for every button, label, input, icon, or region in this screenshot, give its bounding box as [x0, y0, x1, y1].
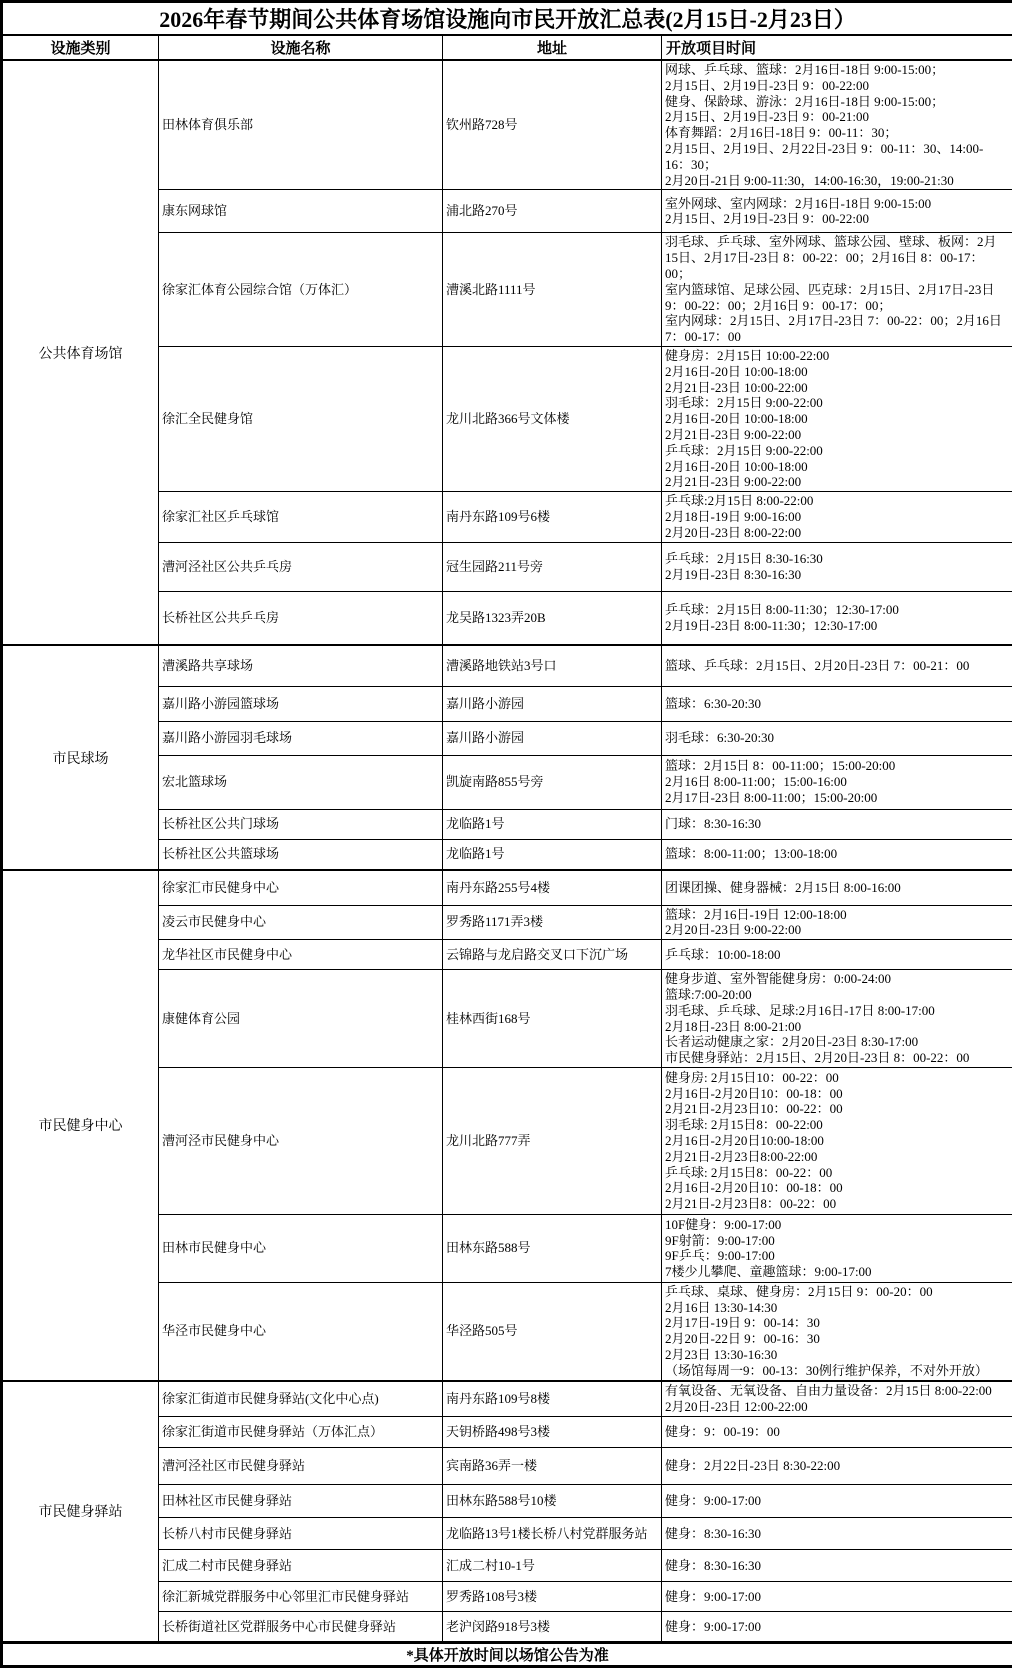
open-times-cell: [662, 1381, 1012, 1417]
open-times-cell: [662, 721, 1012, 755]
table-row: [2, 60, 1012, 190]
open-time-line: 2月20日-23日 9:00-22:00: [665, 922, 1009, 938]
open-time-line: 健身步道、室外智能健身房：0:00-24:00: [665, 971, 1009, 987]
open-time-line: 团课团操、健身器械：2月15日 8:00-16:00: [665, 880, 1009, 896]
open-time-line: 羽毛球：6:30-20:30: [665, 730, 1009, 746]
facility-name-cell: 漕溪路共享球场: [159, 645, 443, 686]
address-cell: 嘉川路小游园: [443, 721, 662, 755]
open-time-line: 2月19日-23日 8:00-11:30；12:30-17:00: [665, 618, 1009, 634]
address-cell: 龙吴路1323弄20B: [443, 591, 662, 645]
open-times-cell: [662, 492, 1012, 542]
facility-name-cell: 漕河泾社区市民健身驿站: [159, 1448, 443, 1485]
facility-name-cell: 长桥社区公共乒乓房: [159, 591, 443, 645]
table-row: [2, 1381, 1012, 1417]
open-time-line: 2月16日 8:00-11:00；15:00-16:00: [665, 774, 1009, 790]
open-time-line: 9F射箭：9:00-17:00: [665, 1233, 1009, 1249]
open-time-line: 2月15日、2月19日、2月22日-23日 9：00-11：30、14:00-16：30；: [665, 141, 1009, 173]
address-cell: 桂林西街168号: [443, 970, 662, 1068]
open-time-line: 2月20日-23日 12:00-22:00: [665, 1399, 1009, 1415]
open-time-line: 2月21日-2月23日8:00-22:00: [665, 1149, 1009, 1165]
facility-name-cell: 长桥社区公共篮球场: [159, 839, 443, 870]
category-cell: 市民球场: [2, 645, 159, 870]
facility-name-cell: 龙华社区市民健身中心: [159, 940, 443, 970]
open-time-line: 2月16日-20日 10:00-18:00: [665, 411, 1009, 427]
facility-name-cell: 凌云市民健身中心: [159, 905, 443, 940]
open-time-line: 乒乓球:2月15日 8:00-22:00: [665, 493, 1009, 509]
address-cell: 南丹东路255号4楼: [443, 870, 662, 905]
facility-name-cell: 汇成二村市民健身驿站: [159, 1550, 443, 1582]
open-times-cell: [662, 233, 1012, 347]
table-row: [2, 870, 1012, 905]
table-row: [2, 645, 1012, 686]
open-time-line: 2月16日-2月20日10：00-18：00: [665, 1086, 1009, 1102]
open-time-line: 健身、保龄球、游泳：2月16日-18日 9:00-15:00；: [665, 94, 1009, 110]
open-times-cell: [662, 809, 1012, 839]
open-times-cell: [662, 1550, 1012, 1582]
facility-name-cell: 徐家汇社区乒乓球馆: [159, 492, 443, 542]
facility-name-cell: 长桥街道社区党群服务中心市民健身驿站: [159, 1612, 443, 1643]
address-cell: 天钥桥路498号3楼: [443, 1417, 662, 1448]
open-time-line: 室外网球、室内网球：2月16日-18日 9:00-15:00: [665, 196, 1009, 212]
open-time-line: 网球、乒乓球、篮球：2月16日-18日 9:00-15:00；: [665, 62, 1009, 78]
address-cell: 浦北路270号: [443, 190, 662, 233]
open-time-line: 篮球：8:00-11:00；13:00-18:00: [665, 846, 1009, 862]
open-time-line: 羽毛球: 2月15日8：00-22:00: [665, 1117, 1009, 1133]
facility-name-cell: 康健体育公园: [159, 970, 443, 1068]
facility-name-cell: 华泾市民健身中心: [159, 1282, 443, 1380]
column-header-row: [2, 35, 1012, 60]
open-times-cell: [662, 542, 1012, 591]
open-time-line: 长者运动健康之家：2月20日-23日 8:30-17:00: [665, 1034, 1009, 1050]
address-cell: 嘉川路小游园: [443, 686, 662, 721]
open-time-line: 2月16日-20日 10:00-18:00: [665, 364, 1009, 380]
open-times-cell: [662, 60, 1012, 190]
open-times-cell: [662, 970, 1012, 1068]
open-times-cell: [662, 1282, 1012, 1380]
address-cell: 汇成二村10-1号: [443, 1550, 662, 1582]
open-time-line: 健身：8:30-16:30: [665, 1558, 1009, 1574]
open-time-line: 2月19日-23日 8:30-16:30: [665, 567, 1009, 583]
open-time-line: 乒乓球：2月15日 9:00-22:00: [665, 443, 1009, 459]
open-time-line: 篮球：2月16日-19日 12:00-18:00: [665, 907, 1009, 923]
open-time-line: 健身：9：00-19：00: [665, 1424, 1009, 1440]
open-time-line: 2月17日-23日 8:00-11:00；15:00-20:00: [665, 790, 1009, 806]
facility-name-cell: 长桥社区公共门球场: [159, 809, 443, 839]
open-time-line: 2月21日-23日 9:00-22:00: [665, 474, 1009, 490]
open-time-line: 篮球：2月15日 8：00-11:00；15:00-20:00: [665, 758, 1009, 774]
open-time-line: 篮球:7:00-20:00: [665, 987, 1009, 1003]
open-time-line: 2月15日、2月19日-23日 9：00-22:00: [665, 211, 1009, 227]
facility-name-cell: 漕河泾市民健身中心: [159, 1067, 443, 1214]
open-time-line: 2月21日-2月23日8：00-22：00: [665, 1196, 1009, 1212]
facility-name-cell: 徐汇新城党群服务中心邻里汇市民健身驿站: [159, 1582, 443, 1612]
open-time-line: 2月21日-23日 10:00-22:00: [665, 380, 1009, 396]
facility-name-cell: 徐汇全民健身馆: [159, 346, 443, 491]
open-time-line: 健身房: 2月15日10：00-22：00: [665, 1070, 1009, 1086]
open-times-cell: [662, 1448, 1012, 1485]
open-time-line: 2月20日-22日 9：00-16：30: [665, 1331, 1009, 1347]
open-times-cell: [662, 905, 1012, 940]
address-cell: 宾南路36弄一楼: [443, 1448, 662, 1485]
open-time-line: 2月18日-23日 8:00-21:00: [665, 1019, 1009, 1035]
open-times-cell: [662, 1612, 1012, 1643]
address-cell: 华泾路505号: [443, 1282, 662, 1380]
open-time-line: 羽毛球：2月15日 9:00-22:00: [665, 395, 1009, 411]
open-time-line: 乒乓球: 2月15日8：00-22：00: [665, 1165, 1009, 1181]
address-cell: 龙川北路366号文体楼: [443, 346, 662, 491]
address-cell: 田林东路588号10楼: [443, 1485, 662, 1518]
address-cell: 龙临路13号1楼长桥八村党群服务站: [443, 1518, 662, 1550]
col-header-open-times: 开放项目时间: [662, 35, 1012, 60]
open-times-cell: [662, 1067, 1012, 1214]
open-times-cell: [662, 591, 1012, 645]
footer-row: [2, 1643, 1012, 1667]
open-time-line: 2月17日-19日 9：00-14：30: [665, 1315, 1009, 1331]
open-time-line: 有氧设备、无氧设备、自由力量设备：2月15日 8:00-22:00: [665, 1383, 1009, 1399]
open-time-line: 健身房：2月15日 10:00-22:00: [665, 348, 1009, 364]
address-cell: 龙临路1号: [443, 809, 662, 839]
open-time-line: 2月21日-23日 9:00-22:00: [665, 427, 1009, 443]
open-times-cell: [662, 1582, 1012, 1612]
open-time-line: 2月16日-20日 10:00-18:00: [665, 459, 1009, 475]
address-cell: 罗秀路1171弄3楼: [443, 905, 662, 940]
open-time-line: 乒乓球：2月15日 8:30-16:30: [665, 551, 1009, 567]
col-header-facility-name: 设施名称: [159, 35, 443, 60]
address-cell: 漕溪路地铁站3号口: [443, 645, 662, 686]
category-cell: 市民健身驿站: [2, 1381, 159, 1643]
open-times-cell: [662, 839, 1012, 870]
category-cell: 市民健身中心: [2, 870, 159, 1381]
open-time-line: 7楼少儿攀爬、童趣篮球：9:00-17:00: [665, 1264, 1009, 1280]
open-time-line: 健身：9:00-17:00: [665, 1619, 1009, 1635]
open-time-line: 乒乓球：2月15日 8:00-11:30；12:30-17:00: [665, 602, 1009, 618]
facility-name-cell: 田林市民健身中心: [159, 1214, 443, 1282]
open-time-line: 门球：8:30-16:30: [665, 816, 1009, 832]
open-time-line: 10F健身：9:00-17:00: [665, 1217, 1009, 1233]
open-times-cell: [662, 1417, 1012, 1448]
facility-name-cell: 田林社区市民健身驿站: [159, 1485, 443, 1518]
open-time-line: 羽毛球、乒乓球、足球:2月16日-17日 8:00-17:00: [665, 1003, 1009, 1019]
facility-name-cell: 田林体育俱乐部: [159, 60, 443, 190]
open-times-cell: [662, 346, 1012, 491]
address-cell: 田林东路588号: [443, 1214, 662, 1282]
open-time-line: 篮球、乒乓球：2月15日、2月20日-23日 7：00-21：00: [665, 658, 1009, 674]
facility-name-cell: 漕河泾社区公共乒乓房: [159, 542, 443, 591]
open-time-line: 体育舞蹈：2月16日-18日 9：00-11：30；: [665, 125, 1009, 141]
footer-note: *具体开放时间以场馆公告为准: [2, 1643, 1012, 1667]
open-time-line: 2月20日-21日 9:00-11:30，14:00-16:30，19:00-21:30: [665, 173, 1009, 189]
address-cell: 南丹东路109号6楼: [443, 492, 662, 542]
facility-name-cell: 康东网球馆: [159, 190, 443, 233]
address-cell: 龙川北路777弄: [443, 1067, 662, 1214]
col-header-category: 设施类别: [2, 35, 159, 60]
facility-name-cell: 嘉川路小游园羽毛球场: [159, 721, 443, 755]
address-cell: 云锦路与龙启路交叉口下沉广场: [443, 940, 662, 970]
open-time-line: 2月15日、2月19日-23日 9：00-21:00: [665, 109, 1009, 125]
open-time-line: 市民健身驿站：2月15日、2月20日-23日 8：00-22：00: [665, 1050, 1009, 1066]
address-cell: 老沪闵路918号3楼: [443, 1612, 662, 1643]
open-time-line: 2月16日-2月20日10:00-18:00: [665, 1133, 1009, 1149]
facility-name-cell: 徐家汇市民健身中心: [159, 870, 443, 905]
open-time-line: 2月16日-2月20日10：00-18：00: [665, 1180, 1009, 1196]
address-cell: 漕溪北路1111号: [443, 233, 662, 347]
open-times-cell: [662, 190, 1012, 233]
open-time-line: 2月20日-23日 8:00-22:00: [665, 525, 1009, 541]
open-time-line: 乒乓球、桌球、健身房：2月15日 9：00-20：00: [665, 1284, 1009, 1300]
open-times-cell: [662, 686, 1012, 721]
open-time-line: 2月18日-19日 9:00-16:00: [665, 509, 1009, 525]
open-times-cell: [662, 645, 1012, 686]
open-time-line: 乒乓球：10:00-18:00: [665, 947, 1009, 963]
open-time-line: 2月15日、2月19日-23日 9：00-22:00: [665, 78, 1009, 94]
table-body: [2, 60, 1012, 1643]
open-times-cell: [662, 1485, 1012, 1518]
address-cell: 冠生园路211号旁: [443, 542, 662, 591]
open-time-line: 羽毛球、乒乓球、室外网球、篮球公园、壁球、板网：2月15日、2月17日-23日 8：00-22：00；2月16日 8：00-17：00；: [665, 234, 1009, 281]
facility-name-cell: 徐家汇体育公园综合馆（万体汇）: [159, 233, 443, 347]
address-cell: 南丹东路109号8楼: [443, 1381, 662, 1417]
address-cell: 龙临路1号: [443, 839, 662, 870]
open-time-line: 健身：9:00-17:00: [665, 1493, 1009, 1509]
open-times-cell: [662, 1214, 1012, 1282]
facility-name-cell: 长桥八村市民健身驿站: [159, 1518, 443, 1550]
open-time-line: 篮球：6:30-20:30: [665, 696, 1009, 712]
open-time-line: 2月21日-2月23日10：00-22：00: [665, 1101, 1009, 1117]
facility-name-cell: 徐家汇街道市民健身驿站(文化中心点): [159, 1381, 443, 1417]
open-time-line: 室内篮球馆、足球公园、匹克球：2月15日、2月17日-23日 9：00-22：00；2月16日 9：00-17：00；: [665, 282, 1009, 314]
open-times-cell: [662, 755, 1012, 809]
open-time-line: 健身：2月22日-23日 8:30-22:00: [665, 1458, 1009, 1474]
address-cell: 罗秀路108号3楼: [443, 1582, 662, 1612]
open-time-line: 9F乒乓：9:00-17:00: [665, 1248, 1009, 1264]
facility-name-cell: 嘉川路小游园篮球场: [159, 686, 443, 721]
category-cell: 公共体育场馆: [2, 60, 159, 645]
address-cell: 凯旋南路855号旁: [443, 755, 662, 809]
open-times-cell: [662, 940, 1012, 970]
facility-name-cell: 徐家汇街道市民健身驿站（万体汇点）: [159, 1417, 443, 1448]
open-time-line: 2月16日 13:30-14:30: [665, 1300, 1009, 1316]
open-time-line: 健身：8:30-16:30: [665, 1526, 1009, 1542]
open-time-line: 室内网球：2月15日、2月17日-23日 7：00-22：00；2月16日 7：00-17：00: [665, 313, 1009, 345]
open-times-cell: [662, 870, 1012, 905]
open-times-cell: [662, 1518, 1012, 1550]
open-time-line: （场馆每周一9：00-13：30例行维护保养，不对外开放）: [665, 1363, 1009, 1379]
open-time-line: 2月23日 13:30-16:30: [665, 1347, 1009, 1363]
facility-name-cell: 宏北篮球场: [159, 755, 443, 809]
title-row: [2, 2, 1012, 36]
address-cell: 钦州路728号: [443, 60, 662, 190]
open-time-line: 健身：9:00-17:00: [665, 1589, 1009, 1605]
col-header-address: 地址: [443, 35, 662, 60]
page-title: 2026年春节期间公共体育场馆设施向市民开放汇总表(2月15日-2月23日）: [2, 2, 1012, 36]
